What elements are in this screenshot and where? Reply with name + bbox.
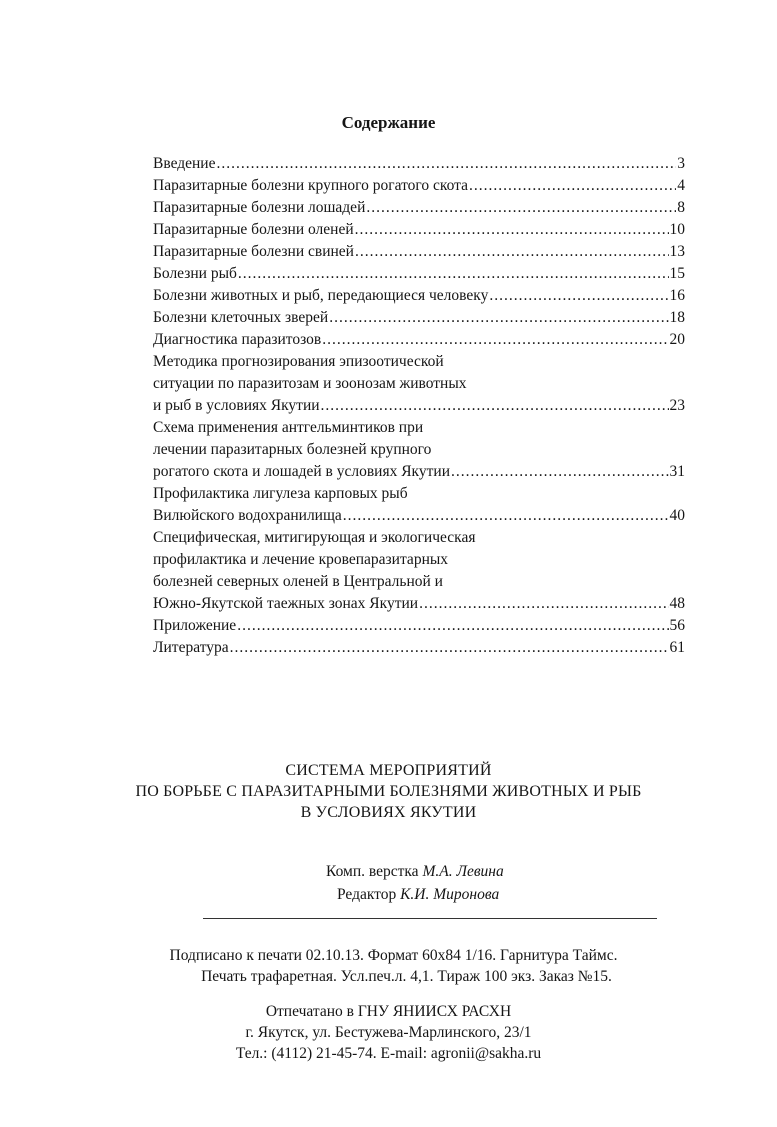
- printer-line: Отпечатано в ГНУ ЯНИИСХ РАСХН: [265, 1003, 512, 1020]
- toc-dot-leader: [343, 507, 669, 525]
- printer-line: Тел.: (4112) 21-45-74. E-mail: agronii@sakha.ru: [235, 1045, 542, 1062]
- toc-line: [153, 551, 685, 573]
- imprint-line: Подписано к печати 02.10.13. Формат 60х84 1/16. Гарнитура Таймс.: [169, 947, 618, 964]
- toc-dot-leader: [419, 595, 668, 613]
- toc-entry: [153, 639, 685, 661]
- toc-page-number: 10: [669, 221, 685, 238]
- editor-name: К.И. Миронова: [400, 886, 500, 903]
- toc-line: [153, 485, 685, 507]
- toc-entry-title: Методика прогнозирования эпизоотической: [153, 353, 444, 370]
- toc-entry: [153, 199, 685, 221]
- toc-entry-title: рогатого скота и лошадей в условиях Якутии: [153, 463, 450, 480]
- toc-line: [153, 353, 685, 375]
- toc-page-number: 16: [669, 287, 685, 304]
- toc-entry-title: Профилактика лигулеза карповых рыб: [153, 485, 408, 502]
- toc-page-number: 48: [669, 595, 685, 612]
- toc-line: [153, 243, 685, 265]
- toc-entry-title: ситуации по паразитозам и зоонозам животных: [153, 375, 467, 392]
- toc-line: [153, 155, 685, 177]
- toc-entry-title: Приложение: [153, 617, 237, 634]
- layout-name: М.А. Левина: [422, 863, 504, 880]
- book-title-line: В УСЛОВИЯХ ЯКУТИИ: [300, 804, 477, 821]
- toc-line: [153, 177, 685, 199]
- toc-entry: [153, 419, 685, 485]
- toc-page-number: 8: [677, 199, 685, 216]
- toc-entry: [153, 287, 685, 309]
- toc-entry: [153, 221, 685, 243]
- toc-dot-leader: [366, 199, 676, 217]
- toc-entry: [153, 617, 685, 639]
- toc-entry-title: Паразитарные болезни свиней: [153, 243, 354, 260]
- toc-page-number: 23: [669, 397, 685, 414]
- toc-dot-leader: [355, 221, 669, 239]
- toc-line: [153, 419, 685, 441]
- toc-entry-title: Литература: [153, 639, 229, 656]
- toc-page-number: 15: [669, 265, 685, 282]
- toc-line: [153, 331, 685, 353]
- toc-entry-title: Введение: [153, 155, 216, 172]
- toc-entry-title: Диагностика паразитозов: [153, 331, 322, 348]
- book-title-line: ПО БОРЬБЕ С ПАРАЗИТАРНЫМИ БОЛЕЗНЯМИ ЖИВОТНЫХ И РЫБ: [135, 783, 642, 800]
- toc-line: [153, 463, 685, 485]
- toc-dot-leader: [237, 617, 668, 635]
- toc-entry-title: Паразитарные болезни оленей: [153, 221, 354, 238]
- layout-label: Комп. верстка: [326, 863, 419, 880]
- toc-dot-leader: [238, 265, 669, 283]
- toc-dot-leader: [355, 243, 669, 261]
- layout-credit: [326, 861, 504, 882]
- toc-entry: [153, 331, 685, 353]
- book-title: [0, 760, 777, 823]
- toc-entry: [153, 309, 685, 331]
- toc-line: [153, 573, 685, 595]
- toc-dot-leader: [321, 397, 669, 415]
- toc-entry: [153, 485, 685, 529]
- editor-credit: [337, 884, 499, 905]
- editor-label: Редактор: [337, 886, 397, 903]
- toc-entry: [153, 265, 685, 287]
- toc-entry-title: лечении паразитарных болезней крупного: [153, 441, 432, 458]
- toc-dot-leader: [216, 155, 676, 173]
- toc-dot-leader: [451, 463, 669, 481]
- toc-dot-leader: [329, 309, 668, 327]
- toc-dot-leader: [469, 177, 676, 195]
- toc-line: [153, 309, 685, 331]
- toc-entry: [153, 243, 685, 265]
- toc-line: [153, 287, 685, 309]
- toc-entry-title: Южно-Якутской таежных зонах Якутии: [153, 595, 419, 612]
- toc-entry-title: Болезни животных и рыб, передающиеся человеку: [153, 287, 489, 304]
- printer-line: г. Якутск, ул. Бестужева-Марлинского, 23/1: [245, 1024, 532, 1041]
- table-of-contents: [153, 155, 685, 661]
- toc-page-number: 13: [669, 243, 685, 260]
- toc-line: [153, 529, 685, 551]
- toc-line: [153, 375, 685, 397]
- toc-dot-leader: [230, 639, 669, 657]
- toc-entry-title: Специфическая, митигирующая и экологическая: [153, 529, 476, 546]
- toc-page-number: 56: [669, 617, 685, 634]
- printer-info: [0, 1001, 777, 1064]
- imprint-line: Печать трафаретная. Усл.печ.л. 4,1. Тираж 100 экз. Заказ №15.: [201, 968, 612, 985]
- toc-entry: [153, 353, 685, 419]
- imprint-info: [0, 945, 777, 987]
- toc-line: [153, 507, 685, 529]
- toc-entry: [153, 177, 685, 199]
- toc-page-number: 18: [669, 309, 685, 326]
- toc-page-number: 61: [669, 639, 685, 656]
- toc-dot-leader: [489, 287, 668, 305]
- toc-entry-title: Вилюйского водохранилища: [153, 507, 342, 524]
- toc-line: [153, 265, 685, 287]
- toc-entry-title: Схема применения антгельминтиков при: [153, 419, 424, 436]
- toc-line: [153, 397, 685, 419]
- toc-line: [153, 595, 685, 617]
- toc-line: [153, 199, 685, 221]
- toc-entry-title: Паразитарные болезни лошадей: [153, 199, 366, 216]
- toc-page-number: 31: [669, 463, 685, 480]
- toc-title: Содержание: [341, 113, 436, 132]
- toc-dot-leader: [322, 331, 668, 349]
- toc-entry-title: и рыб в условиях Якутии: [153, 397, 320, 414]
- toc-page-number: 4: [677, 177, 685, 194]
- toc-line: [153, 639, 685, 661]
- toc-entry-title: Паразитарные болезни крупного рогатого скота: [153, 177, 469, 194]
- toc-entry: [153, 155, 685, 177]
- toc-entry-title: Болезни рыб: [153, 265, 237, 282]
- toc-line: [153, 617, 685, 639]
- book-title-line: СИСТЕМА МЕРОПРИЯТИЙ: [285, 762, 492, 779]
- toc-entry: [153, 529, 685, 617]
- toc-entry-title: болезней северных оленей в Центральной и: [153, 573, 443, 590]
- toc-page-number: 3: [677, 155, 685, 172]
- toc-line: [153, 441, 685, 463]
- toc-entry-title: профилактика и лечение кровепаразитарных: [153, 551, 449, 568]
- toc-page-number: 40: [669, 507, 685, 524]
- toc-entry-title: Болезни клеточных зверей: [153, 309, 329, 326]
- divider: [203, 918, 657, 919]
- toc-page-number: 20: [669, 331, 685, 348]
- toc-line: [153, 221, 685, 243]
